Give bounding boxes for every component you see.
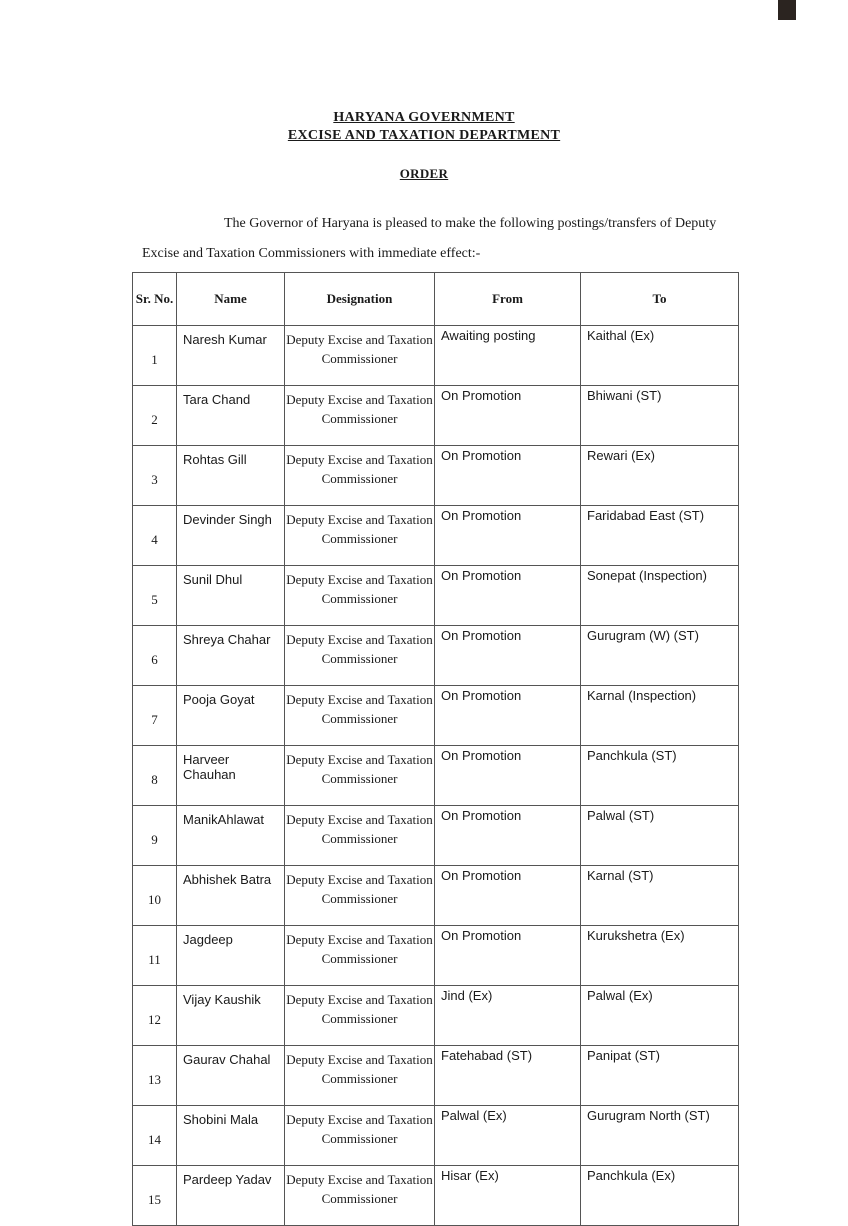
name-cell: Harveer Chauhan (177, 746, 285, 806)
header-designation: Designation (285, 273, 435, 326)
to-cell: Gurugram North (ST) (581, 1106, 739, 1166)
name-cell: Abhishek Batra (177, 866, 285, 926)
from-cell: On Promotion (435, 866, 581, 926)
to-cell: Karnal (ST) (581, 866, 739, 926)
sr-cell: 6 (133, 626, 177, 686)
sr-cell: 9 (133, 806, 177, 866)
table-row (133, 986, 739, 1046)
sr-cell: 7 (133, 686, 177, 746)
designation-cell: Deputy Excise and Taxation Commissioner (285, 806, 435, 866)
designation-cell: Deputy Excise and Taxation Commissioner (285, 1106, 435, 1166)
sr-cell: 12 (133, 986, 177, 1046)
table-row (133, 686, 739, 746)
table-row (133, 1166, 739, 1226)
sr-cell: 15 (133, 1166, 177, 1226)
name-cell: Jagdeep (177, 926, 285, 986)
sr-cell: 5 (133, 566, 177, 626)
name-cell: Pooja Goyat (177, 686, 285, 746)
designation-cell: Deputy Excise and Taxation Commissioner (285, 386, 435, 446)
name-cell: Naresh Kumar (177, 326, 285, 386)
from-cell: On Promotion (435, 566, 581, 626)
table-row (133, 446, 739, 506)
name-cell: ManikAhlawat (177, 806, 285, 866)
sr-cell: 10 (133, 866, 177, 926)
table-row (133, 926, 739, 986)
from-cell: Hisar (Ex) (435, 1166, 581, 1226)
header-from: From (435, 273, 581, 326)
name-cell: Pardeep Yadav (177, 1166, 285, 1226)
designation-cell: Deputy Excise and Taxation Commissioner (285, 686, 435, 746)
designation-cell: Deputy Excise and Taxation Commissioner (285, 1166, 435, 1226)
table-row (133, 506, 739, 566)
table-header-row (133, 273, 739, 326)
to-cell: Palwal (ST) (581, 806, 739, 866)
designation-cell: Deputy Excise and Taxation Commissioner (285, 506, 435, 566)
from-cell: Fatehabad (ST) (435, 1046, 581, 1106)
name-cell: Sunil Dhul (177, 566, 285, 626)
name-cell: Shobini Mala (177, 1106, 285, 1166)
designation-cell: Deputy Excise and Taxation Commissioner (285, 566, 435, 626)
name-cell: Tara Chand (177, 386, 285, 446)
name-cell: Vijay Kaushik (177, 986, 285, 1046)
to-cell: Sonepat (Inspection) (581, 566, 739, 626)
postings-table (132, 272, 739, 1226)
intro-text: The Governor of Haryana is pleased to make the following postings/transfers of Deputy Excise and Taxation Commissioners with immediate effect:- (142, 216, 717, 261)
sr-cell: 14 (133, 1106, 177, 1166)
from-cell: On Promotion (435, 386, 581, 446)
from-cell: Palwal (Ex) (435, 1106, 581, 1166)
from-cell: Jind (Ex) (435, 986, 581, 1046)
designation-cell: Deputy Excise and Taxation Commissioner (285, 926, 435, 986)
designation-cell: Deputy Excise and Taxation Commissioner (285, 1046, 435, 1106)
to-cell: Panchkula (ST) (581, 746, 739, 806)
header-name: Name (177, 273, 285, 326)
sr-cell: 2 (133, 386, 177, 446)
name-cell: Devinder Singh (177, 506, 285, 566)
sr-cell: 8 (133, 746, 177, 806)
table-row (133, 626, 739, 686)
sr-cell: 4 (133, 506, 177, 566)
header-to: To (581, 273, 739, 326)
sr-cell: 3 (133, 446, 177, 506)
designation-cell: Deputy Excise and Taxation Commissioner (285, 746, 435, 806)
from-cell: On Promotion (435, 746, 581, 806)
table-row (133, 1046, 739, 1106)
to-cell: Kurukshetra (Ex) (581, 926, 739, 986)
from-cell: Awaiting posting (435, 326, 581, 386)
table-row (133, 866, 739, 926)
to-cell: Kaithal (Ex) (581, 326, 739, 386)
table-row (133, 806, 739, 866)
table-row (133, 566, 739, 626)
to-cell: Panchkula (Ex) (581, 1166, 739, 1226)
to-cell: Palwal (Ex) (581, 986, 739, 1046)
sr-cell: 13 (133, 1046, 177, 1106)
to-cell: Faridabad East (ST) (581, 506, 739, 566)
to-cell: Gurugram (W) (ST) (581, 626, 739, 686)
designation-cell: Deputy Excise and Taxation Commissioner (285, 326, 435, 386)
designation-cell: Deputy Excise and Taxation Commissioner (285, 866, 435, 926)
department-heading: EXCISE AND TAXATION DEPARTMENT (287, 128, 561, 143)
intro-paragraph (142, 209, 722, 269)
table-row (133, 326, 739, 386)
designation-cell: Deputy Excise and Taxation Commissioner (285, 446, 435, 506)
from-cell: On Promotion (435, 686, 581, 746)
table-row (133, 386, 739, 446)
from-cell: On Promotion (435, 926, 581, 986)
name-cell: Rohtas Gill (177, 446, 285, 506)
table-row (133, 746, 739, 806)
from-cell: On Promotion (435, 446, 581, 506)
government-heading: HARYANA GOVERNMENT (333, 110, 515, 125)
name-cell: Gaurav Chahal (177, 1046, 285, 1106)
designation-cell: Deputy Excise and Taxation Commissioner (285, 986, 435, 1046)
from-cell: On Promotion (435, 806, 581, 866)
header-sr-no: Sr. No. (133, 273, 177, 326)
order-title: ORDER (399, 166, 449, 181)
table-row (133, 1106, 739, 1166)
designation-cell: Deputy Excise and Taxation Commissioner (285, 626, 435, 686)
sr-cell: 1 (133, 326, 177, 386)
from-cell: On Promotion (435, 506, 581, 566)
to-cell: Rewari (Ex) (581, 446, 739, 506)
to-cell: Bhiwani (ST) (581, 386, 739, 446)
from-cell: On Promotion (435, 626, 581, 686)
name-cell: Shreya Chahar (177, 626, 285, 686)
to-cell: Karnal (Inspection) (581, 686, 739, 746)
scan-corner-mark (778, 0, 796, 20)
sr-cell: 11 (133, 926, 177, 986)
to-cell: Panipat (ST) (581, 1046, 739, 1106)
